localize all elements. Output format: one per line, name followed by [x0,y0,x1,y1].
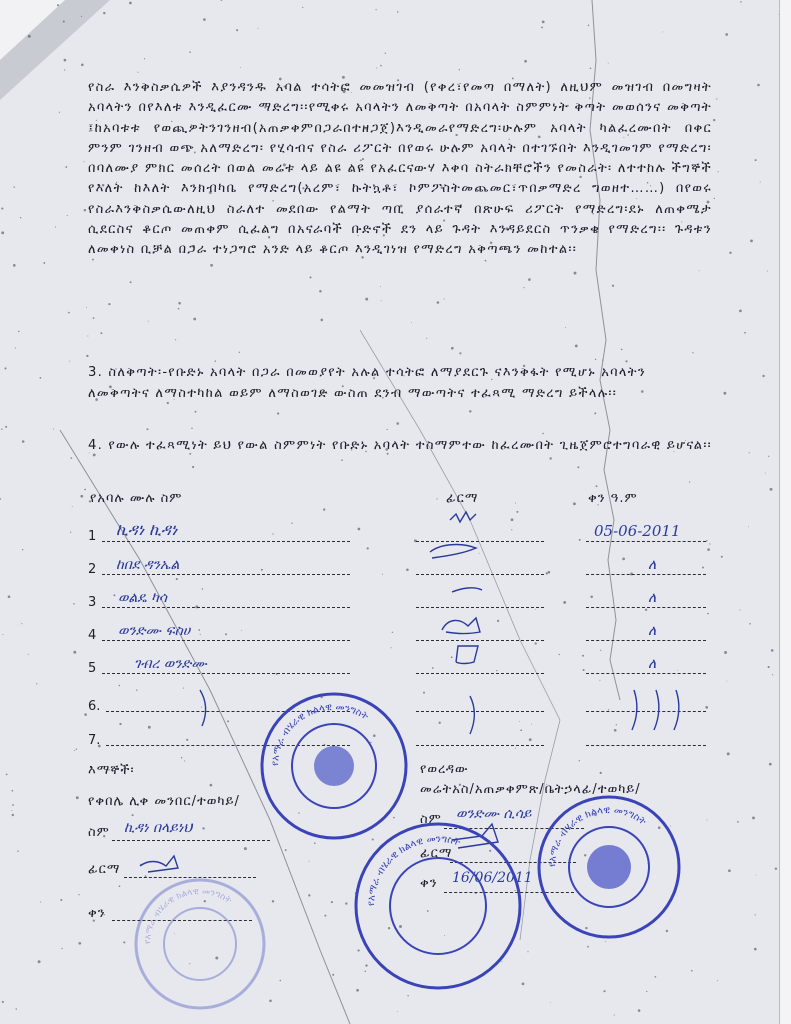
woreda-signature-label: ፊርማ [420,846,453,861]
row-number: 2 [88,562,97,577]
responsibilities-text: የስራ እንቅስቃሴዎች እያንዳንዱ አባል ተሳትፎ መመዝገብ (የቀረ፣የመጣ በማለት) ለዚህም መዝገብ በመግዛት አባላትን በየእለቱ እንዲፈርሙ ማድረግ፡፡የሚቀሩ አባላትን ለመቅጣት በአባላት ስምምነት ቅጣት መወሰንና መቅጣት ፤ከአባቱቱ የወጪዎትንገንዘብ(አጠቃቀምበጋራበተዘጋጀ)እንዲመራየማድረግ፡ሁሉም አባላት ካልፈረሙበት በቀር ምንም ገንዘብ ወጭ አለማድረግ፡ የሂሳብና የስራ ሪፖርት በየወሩ ሁሉም አባላት በተገኙበት እንዲገመገም የማድረግ፡ በባለሙያ ምክር መሰረት በወል መሬቱ ላይ ልዩ ልዩ የአፈርናውሃ እቀባ ስትራክቸሮችን የመስራት፡ ለተተከሉ ችግኞች የእለት ከእለት እንክብካቤ የማድረግ(አረም፣ ኩትኳቶ፣ ኮምፖስትመጨመር፣ጥበቃማድረ ግወዘተ……) በየወሩ የስራእንቅስቃሴውለዚህ ስራለተ መደበው የልማት ጣቢ ያሰራተኛ በጽሁፍ ሪፖርት የማድረግ፡ደኑ ለጠቀሜታ ሲደርስና ቆርጦ መጠቀም ሲፈልግ በአናራባች ቡድኖች ደን ላይ ጉዳት እንዳይደርስ ጥንቃቄ የማድረግ፡፡ ጉዳቱን ለመቀነስ ቢቻል በጋራ ተነጋግሮ አንድ ላይ ቆርጦ እንዲገነዝ የማድረግ አቅጣጫን መከተል፡፡ [88,80,712,258]
kebele-chair-label: የቀበሌ ሊቀ መንበር/ተወካይ/ [88,794,240,809]
woreda-office-label: መሬትአስ/አጠቃቀምጽ/ቤትኃላፊ/ተወካይ/ [420,782,641,797]
member-name: ከበደ ዳንኤል [116,557,180,573]
row-number: 1 [88,529,97,544]
column-header-date: ቀን ዓ.ም [588,491,638,506]
stamp-text: የአማራ ብሄራዊ ክልላዊ መንግስት [365,833,462,907]
official-seal-stamp [534,792,684,942]
member-name: ኪዳነ ኪዳነ [116,520,178,539]
witness-name: ኪዳነ በላይነህ [124,820,193,836]
row-number: 7. [88,733,101,748]
member-date: ለ [648,623,657,639]
column-header-name: የአባሉ ሙሉ ስም [90,491,183,506]
paper-edge [779,0,791,1024]
row-number: 3 [88,595,97,610]
witness-date-label: ቀን [88,906,106,921]
clause-4-effectiveness: 4. የውሉ ተፈጻሚነት ይህ የውል ስምምነት የቡድኑ አባላት ተስማምተው ከፈረሙበት ጊዜጀምሮተግባራዊ ይሆናል፡፡ [88,438,712,453]
row-number: 6. [88,699,101,714]
witness-name-line [112,840,270,841]
member-date: ለ [648,557,657,573]
stamp-text: የአማራ ብሄራዊ ክልላዊ መንግስት [142,886,234,945]
witnesses-heading: እማኞች፡ [88,763,135,778]
woreda-date: 16/06/2011 [452,870,533,886]
member-name: ወንድሙ ፍስሀ [118,623,191,639]
woreda-heading: የወረዳው [420,762,469,777]
stamp-text: የአማራ ብሄራዊ ክልላዊ መንግስት [546,804,649,868]
stamp-text: የአማራ ብሄራዊ ክልላዊ መንግስት [269,701,371,767]
member-date: ለ [648,656,657,672]
official-seal-stamp [350,818,526,994]
member-name: ገብረ ወንድሙ [134,656,207,672]
woreda-name-label: ስም [420,812,442,827]
svg-text:የአማራ ብሄራዊ ክልላዊ መንግስት [366,834,462,906]
woreda-name: ወንድሙ ሲሳይ [456,806,532,822]
woreda-date-label: ቀን [420,876,438,891]
member-date: ለ [648,590,657,606]
row-number: 5 [88,661,97,676]
witness-name-label: ስም [88,825,110,840]
member-date: 05-06-2011 [594,522,681,540]
faded-seal-stamp [130,874,270,1014]
row-number: 4 [88,628,97,643]
column-header-signature: ፊርማ [446,491,479,506]
clause-3-penalties: 3. ስለቅጣት፡-የቡድኑ አባላት በጋራ በመወያየት አሉል ተሳትፎ ለማያደርጉ ናእንቅፋት የሚሆኑ አባላትን ለመቅጣትና ለማስተካከል ወይም ለማስወገድ ውስጠ ደንብ ማውጣትና ተፈጻሚ ማድረግ ይችላሉ፡፡ [88,365,646,401]
member-name: ወልዴ ካሳ [118,590,167,606]
witness-signature-label: ፊርማ [88,862,121,877]
